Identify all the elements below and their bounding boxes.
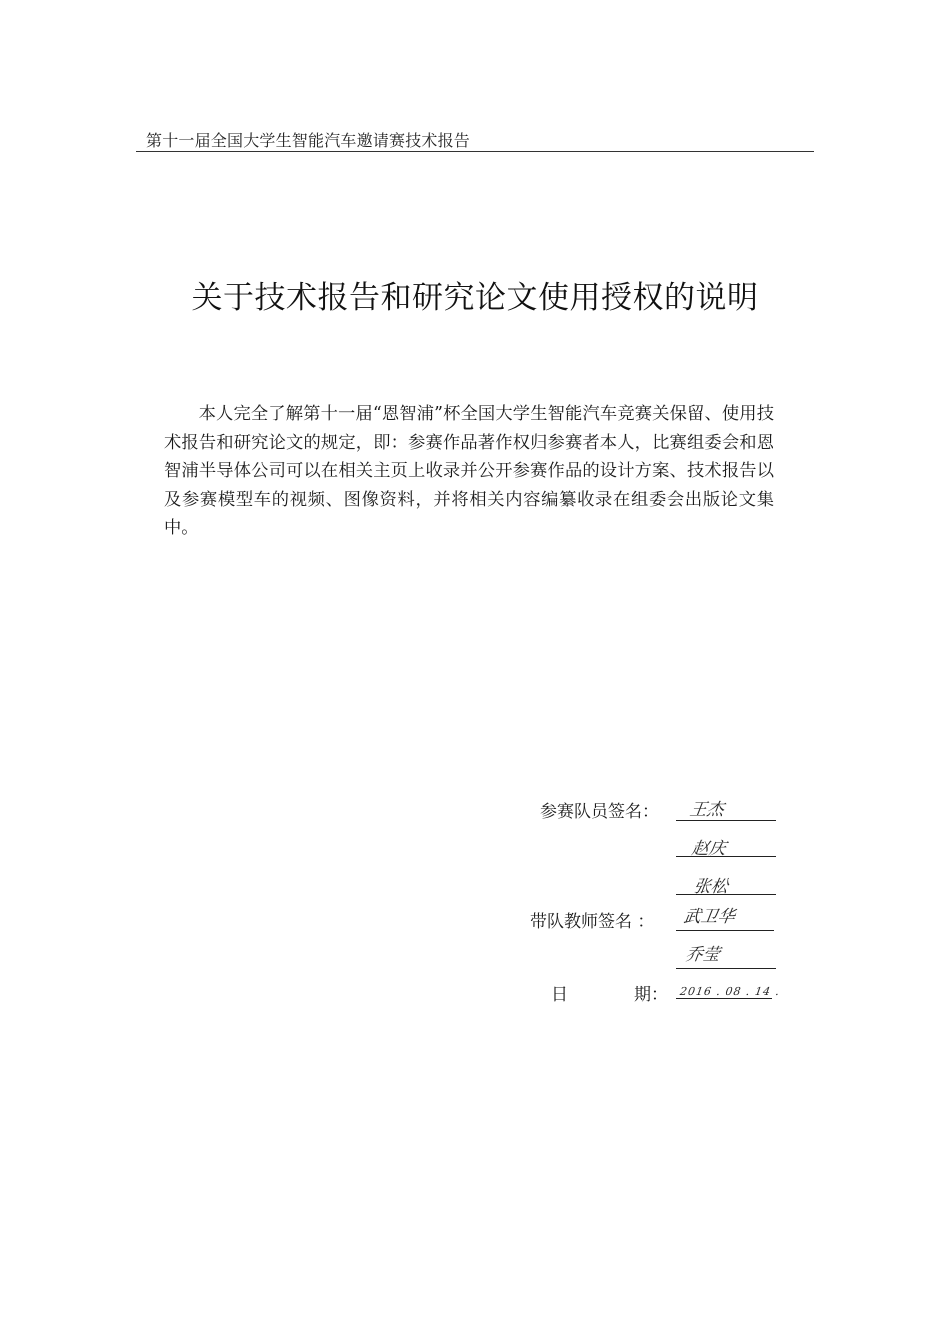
date-value: 2016 . 08 . 14 . [679, 985, 781, 998]
date-label-char-1: 日 [551, 985, 568, 1005]
signature-line [676, 968, 776, 969]
signature-line [676, 856, 776, 857]
document-title: 关于技术报告和研究论文使用授权的说明 [191, 280, 759, 316]
signature-line [676, 820, 776, 821]
signature-line [676, 930, 774, 931]
team-member-signature: 赵庆 [690, 839, 728, 859]
running-header: 第十一届全国大学生智能汽车邀请赛技术报告 [146, 131, 471, 150]
signature-line [676, 998, 772, 999]
teacher-signature: 乔莹 [684, 945, 722, 965]
teacher-signature: 武卫华 [682, 907, 737, 927]
authorization-paragraph: 本人完全了解第十一届“恩智浦”杯全国大学生智能汽车竞赛关保留、使用技术报告和研究论文的规定，即：参赛作品著作权归参赛者本人，比赛组委会和恩智浦半导体公司可以在相关主页上收录并公开参赛作品的设计方案、技术报告以及参赛模型车的视频、图像资料，并将相关内容编纂收录在组委会出版论文集中。 [164, 404, 774, 538]
signature-line [676, 894, 776, 895]
team-member-signature: 王杰 [688, 800, 726, 820]
team-signature-label: 参赛队员签名： [540, 802, 659, 822]
team-member-signature: 张松 [692, 877, 730, 897]
date-label-char-2: 期： [634, 985, 668, 1005]
teacher-signature-label: 带队教师签名 ： [530, 912, 655, 932]
